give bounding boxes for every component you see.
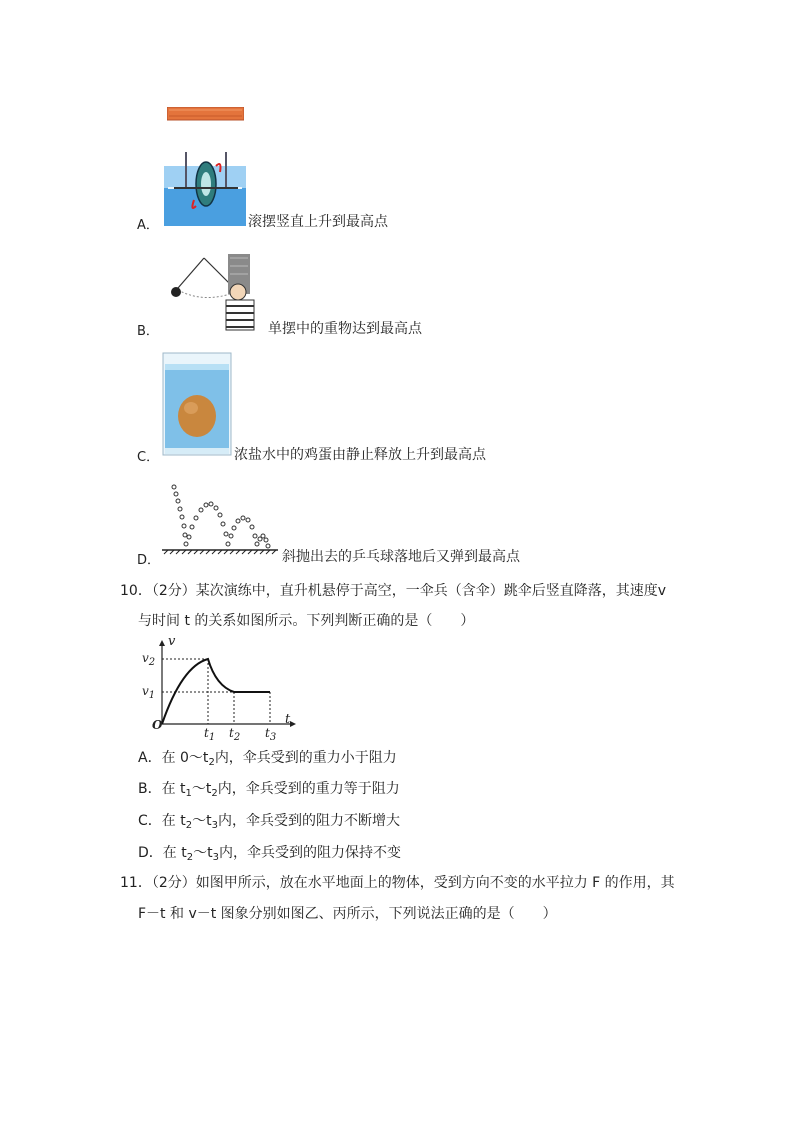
simple-pendulum-figure [164,252,266,332]
q10-line2: 与时间 t 的关系如图所示。下列判断正确的是（ ） [138,613,475,629]
option-a-letter: A． [137,218,159,233]
graph-x-axis-label: t [285,712,291,727]
graph-v1-label: $v_1$ [142,684,156,701]
wooden-board-figure [167,107,244,122]
option-a-text: 滚摆竖直上升到最高点 [248,214,388,230]
graph-t2-label: $t_2$ [229,726,241,743]
option-c-text: 浓盐水中的鸡蛋由静止释放上升到最高点 [234,447,486,463]
egg-in-salt-water-figure [162,352,232,456]
graph-y-axis-label: v [168,634,176,649]
option-b-text: 单摆中的重物达到最高点 [268,321,422,337]
q11-line2: F－t 和 v－t 图象分别如图乙、丙所示，下列说法正确的是（ ） [138,906,557,922]
q10-answer-b: B．在 $t_1\sim t_2$内，伞兵受到的重力等于阻力 [138,781,400,799]
graph-v2-label: $v_2$ [142,651,156,668]
bouncing-ball-figure [160,482,280,562]
q10-line1: 10．（2分）某次演练中，直升机悬停于高空，一伞兵（含伞）跳伞后竖直降落，其速度v [120,583,667,599]
q10-answer-a: A．在 $0\sim t_2$内，伞兵受到的重力小于阻力 [138,750,397,768]
maxwell-pendulum-figure [164,152,246,226]
graph-origin-label: O [152,718,163,732]
option-d-letter: D． [137,553,161,568]
option-b-letter: B． [137,324,159,339]
option-d-text: 斜抛出去的乒乓球落地后又弹到最高点 [282,549,520,565]
graph-t1-label: $t_1$ [204,726,216,743]
option-c-letter: C． [137,450,160,465]
q11-line1: 11．（2分）如图甲所示，放在水平地面上的物体，受到方向不变的水平拉力 F 的作用，其 [120,875,675,891]
graph-t3-label: $t_3$ [265,726,277,743]
q10-velocity-time-graph [140,634,295,743]
q10-answer-c: C．在 $t_2\sim t_3$内，伞兵受到的阻力不断增大 [138,813,400,831]
q10-answer-d: D．在 $t_2\sim t_3$内，伞兵受到的阻力保持不变 [138,845,401,863]
